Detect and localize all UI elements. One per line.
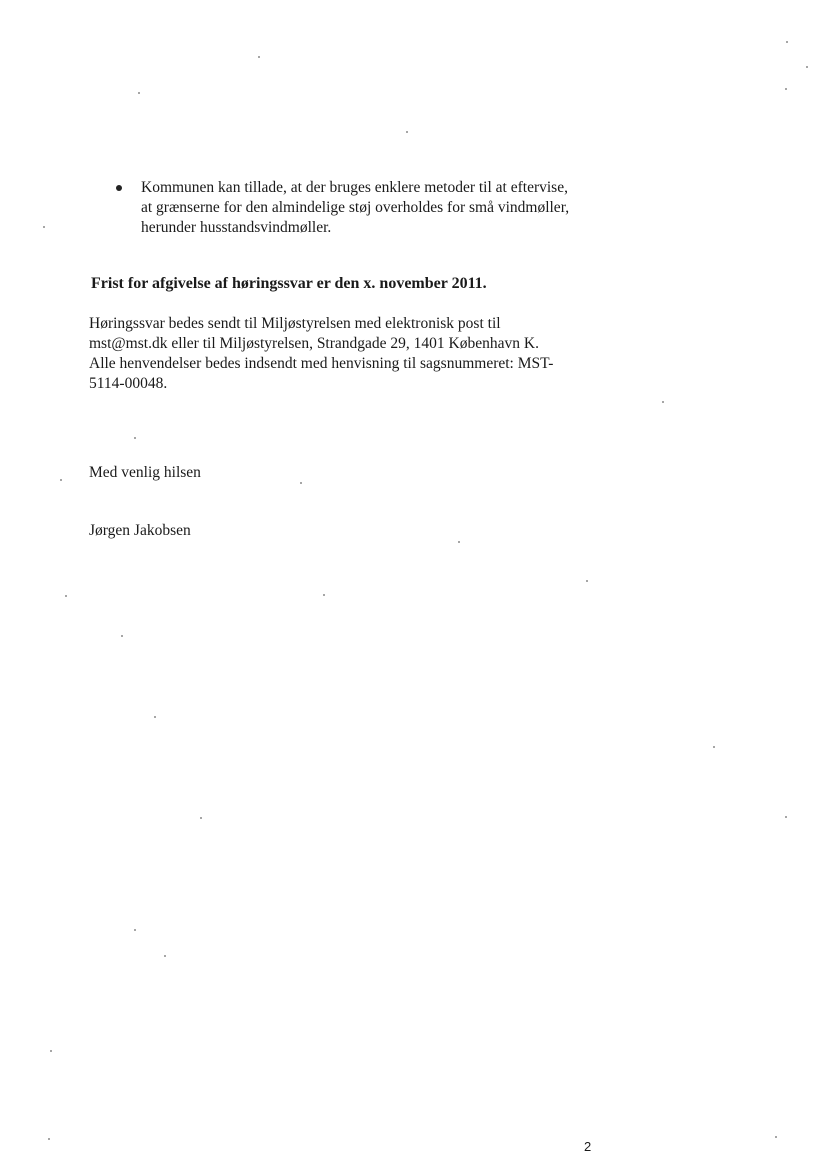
deadline-text-before: Frist for afgivelse af høringssvar er den [91,275,364,292]
scan-speck [406,131,408,133]
scan-speck [121,635,123,637]
scan-speck [134,929,136,931]
scan-speck [786,41,788,43]
deadline-placeholder-marked: x. [363,275,376,292]
instructions-line: mst@mst.dk eller til Miljøstyrelsen, Strandgade 29, 1401 København K. [89,335,539,352]
scan-speck [323,594,325,596]
scan-speck [300,482,302,484]
scan-speck [138,92,140,94]
bullet-line: at grænserne for den almindelige støj overholdes for små vindmøller, [141,199,570,216]
scan-speck [713,746,715,748]
submission-instructions [89,314,649,394]
scan-speck [60,479,62,481]
scan-speck [43,226,45,228]
page-number: 2 [584,1139,592,1154]
instructions-line: Høringssvar bedes sendt til Miljøstyrelsen med elektronisk post til [89,315,501,332]
bullet-text [141,178,631,238]
deadline-heading [91,274,487,294]
instructions-line: 5114-00048. [89,375,168,392]
scan-speck [65,595,67,597]
scan-speck [134,437,136,439]
deadline-text-after: november 2011. [375,275,487,292]
scan-speck [258,56,260,58]
scan-speck [806,66,808,68]
scan-speck [775,1136,777,1138]
scan-speck [662,401,664,403]
scan-speck [785,816,787,818]
bullet-line: Kommunen kan tillade, at der bruges enklere metoder til at eftervise, [141,179,568,196]
scan-speck [164,955,166,957]
closing-salutation: Med venlig hilsen [89,464,201,481]
scan-speck [458,541,460,543]
bullet-point-icon [116,185,122,191]
signature-name: Jørgen Jakobsen [89,522,191,539]
scan-speck [154,716,156,718]
scan-speck [785,88,787,90]
scan-speck [200,817,202,819]
instructions-line: Alle henvendelser bedes indsendt med henvisning til sagsnummeret: MST- [89,355,554,372]
scan-speck [50,1050,52,1052]
scan-speck [48,1138,50,1140]
scan-speck [586,580,588,582]
bullet-line: herunder husstandsvindmøller. [141,219,332,236]
